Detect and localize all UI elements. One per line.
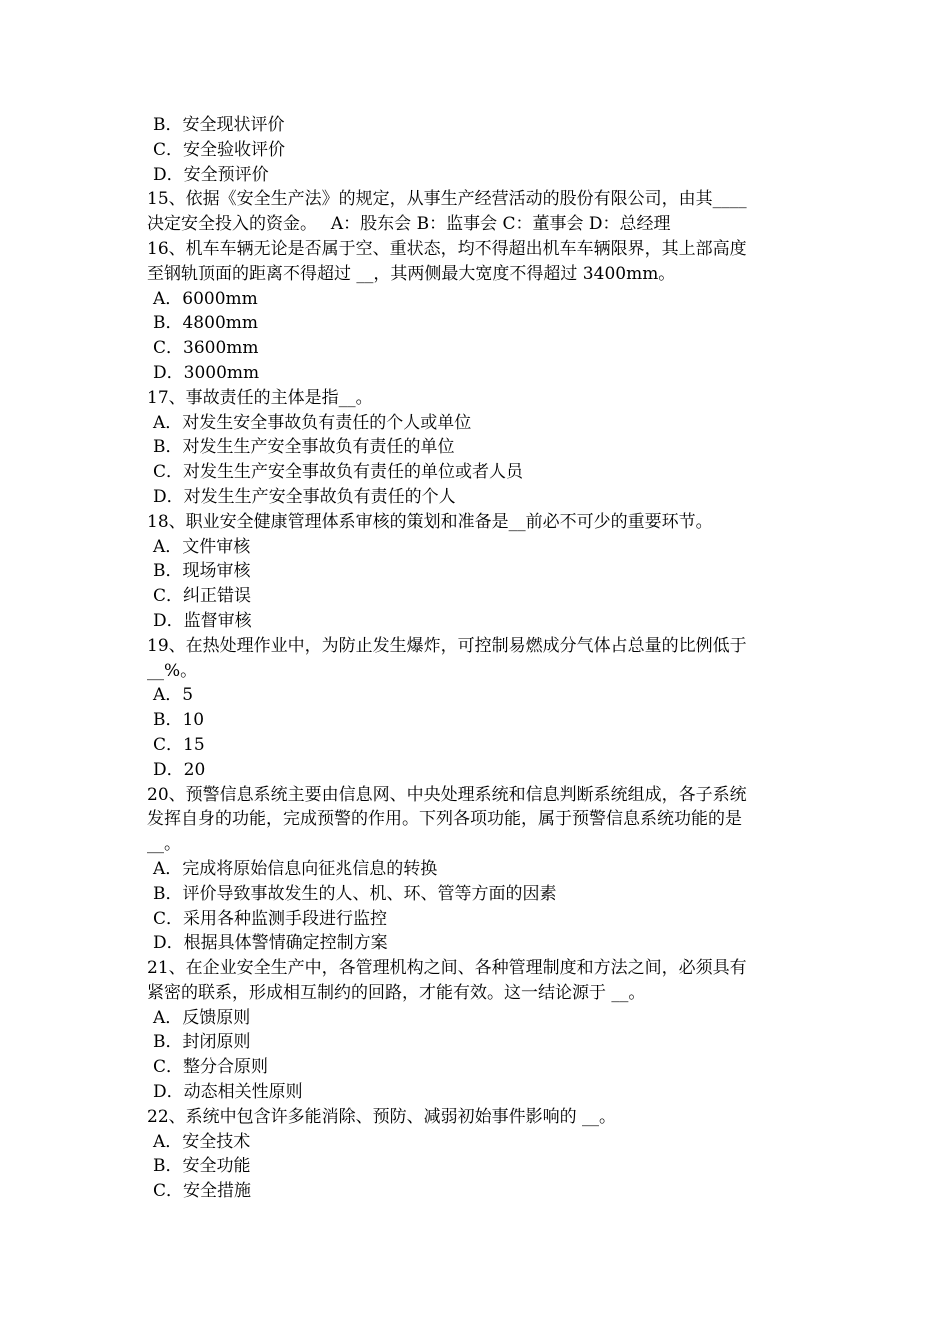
question-text-line: 决定安全投入的资金。 A：股东会 B：监事会 C：董事会 D：总经理 [147,214,671,235]
question-text-line: 21、在企业安全生产中，各管理机构之间、各种管理制度和方法之间，必须具有 [147,958,747,979]
answer-option-line: A．6000mm [153,288,258,309]
answer-option-line: D．安全预评价 [153,164,269,185]
question-text-line: 18、职业安全健康管理体系审核的策划和准备是__前必不可少的重要环节。 [147,511,713,532]
question-text-line: 15、依据《安全生产法》的规定，从事生产经营活动的股份有限公司，由其____ [147,189,747,210]
answer-option-line: B．4800mm [153,313,258,334]
answer-option-line: A．对发生安全事故负有责任的个人或单位 [153,412,472,433]
answer-option-line: B．封闭原则 [153,1032,251,1053]
answer-option-line: C．安全验收评价 [153,139,286,160]
question-text-line: 至钢轨顶面的距离不得超过 __，其两侧最大宽度不得超过 3400mm。 [147,263,676,284]
answer-option-line: D．根据具体警情确定控制方案 [153,933,388,954]
answer-option-line: C．安全措施 [153,1181,252,1202]
answer-option-line: C．纠正错误 [153,586,252,607]
answer-option-line: B．安全现状评价 [153,115,285,135]
question-text-line: 紧密的联系，形成相互制约的回路，才能有效。这一结论源于 __。 [147,982,646,1003]
answer-option-line: A．反馈原则 [153,1007,251,1028]
answer-option-line: D．20 [153,759,206,780]
answer-option-line: A．完成将原始信息向征兆信息的转换 [153,858,438,879]
answer-option-line: C．3600mm [153,338,259,359]
answer-option-line: C．采用各种监测手段进行监控 [153,908,388,929]
answer-option-line: D．动态相关性原则 [153,1082,303,1103]
question-text-line: 发挥自身的功能，完成预警的作用。下列各项功能，属于预警信息系统功能的是 [147,809,742,830]
answer-option-line: B．10 [153,710,205,731]
question-text-line: 19、在热处理作业中，为防止发生爆炸，可控制易燃成分气体占总量的比例低于 [147,635,747,656]
question-text-line: 17、事故责任的主体是指__。 [147,387,373,408]
answer-option-line: D．对发生生产安全事故负有责任的个人 [153,486,456,507]
answer-option-line: A．安全技术 [153,1131,251,1152]
answer-option-line: D．3000mm [153,362,260,383]
answer-option-line: C．15 [153,734,205,755]
question-text-line: 16、机车车辆无论是否属于空、重状态，均不得超出机车车辆限界，其上部高度 [147,238,747,259]
answer-option-line: C．对发生生产安全事故负有责任的单位或者人员 [153,462,524,483]
question-text-line: __。 [147,834,181,855]
exam-text-body [147,113,812,1204]
answer-option-line: B．评价导致事故发生的人、机、环、管等方面的因素 [153,883,557,904]
question-text-line: 22、系统中包含许多能消除、预防、减弱初始事件影响的 __。 [147,1106,617,1127]
answer-option-line: B．对发生生产安全事故负有责任的单位 [153,437,455,458]
answer-option-line: D．监督审核 [153,610,252,631]
question-text-line: __%。 [147,660,198,681]
answer-option-line: A．5 [153,685,194,706]
answer-option-line: A．文件审核 [153,536,251,557]
answer-option-line: B．现场审核 [153,561,251,582]
question-text-line: 20、预警信息系统主要由信息网、中央处理系统和信息判断系统组成，各子系统 [147,784,747,805]
answer-option-line: B．安全功能 [153,1156,251,1177]
answer-option-line: C．整分合原则 [153,1057,269,1078]
